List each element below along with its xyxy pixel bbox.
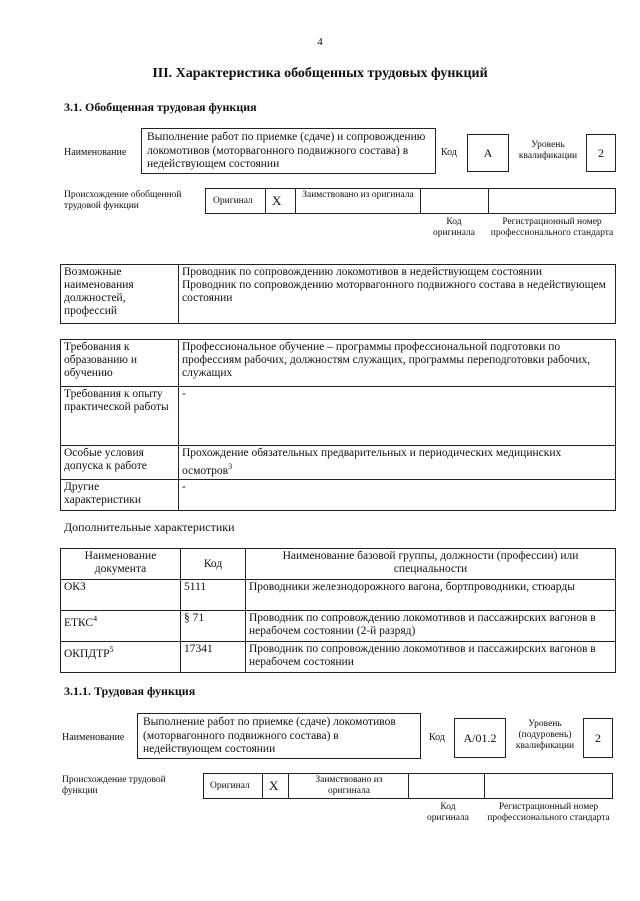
footnote-ref: 4 <box>93 614 98 623</box>
table-row <box>61 611 616 642</box>
tf-level-label: Уровень (подуровень) квалификации <box>515 719 575 751</box>
req-other-label: Другие характеристики <box>61 479 179 510</box>
extra-code: 5111 <box>181 580 246 611</box>
footnote-ref: 5 <box>109 645 114 654</box>
tf-code-original-label: Код оригинала <box>427 802 469 823</box>
extra-doc-text: ОКЗ <box>64 581 86 593</box>
gtf-origin-label: Происхождение обобщенной трудовой функции <box>64 190 182 211</box>
extra-table <box>60 548 616 673</box>
extra-doc <box>61 580 181 611</box>
positions-label: Возможные наименования должностей, профессий <box>61 265 179 324</box>
tf-level-value: 2 <box>583 718 613 758</box>
tf-borrowed-label: Заимствовано из оригинала <box>315 775 383 796</box>
page-number: 4 <box>317 36 323 48</box>
extra-doc <box>61 611 181 642</box>
positions-values <box>179 265 616 324</box>
req-special-value <box>179 446 616 480</box>
table-row <box>61 642 616 673</box>
extra-heading: Дополнительные характеристики <box>64 520 235 534</box>
req-education-value: Профессиональное обучение – программы профессиональной подготовки по профессиям рабочих, должностям служащих, программы переподготовки рабочих, служащих <box>179 340 616 387</box>
position-line: Проводник по сопровождению моторвагонного подвижного состава в недействующем состоянии <box>182 279 606 304</box>
tf-reg-number-label: Регистрационный номер профессионального стандарта <box>487 802 610 823</box>
tf-heading: 3.1.1. Трудовая функция <box>64 684 196 698</box>
footnote-ref: 3 <box>228 462 233 471</box>
tf-code-label: Код <box>429 732 445 743</box>
gtf-code-label: Код <box>441 147 457 158</box>
gtf-code-value: А <box>467 134 509 172</box>
extra-header-doc: Наименование документа <box>61 549 181 580</box>
gtf-borrowed-label: Заимствовано из оригинала <box>302 190 414 200</box>
extra-header-name: Наименование базовой группы, должности (профессии) или специальности <box>246 549 616 580</box>
extra-code: § 71 <box>181 611 246 642</box>
req-special-label: Особые условия допуска к работе <box>61 446 179 480</box>
requirements-table <box>60 339 616 511</box>
gtf-original-label: Оригинал <box>213 196 253 206</box>
gtf-original-mark: Х <box>272 193 282 208</box>
position-line: Проводник по сопровождению локомотивов в недействующем состоянии <box>182 266 543 278</box>
req-special-text: Прохождение обязательных предварительных и периодических медицинских осмотров <box>182 447 562 477</box>
extra-name: Проводник по сопровождению локомотивов и пассажирских вагонов в нерабочем состоянии <box>246 642 616 673</box>
tf-original-label: Оригинал <box>210 781 250 791</box>
gtf-level-label: Уровень квалификации <box>518 140 578 161</box>
extra-header-code: Код <box>181 549 246 580</box>
section-title: III. Характеристика обобщенных трудовых функций <box>152 66 488 81</box>
tf-code-value: А/01.2 <box>454 718 506 758</box>
extra-doc <box>61 642 181 673</box>
extra-name: Проводники железнодорожного вагона, бортпроводники, стюарды <box>246 580 616 611</box>
tf-origin-label: Происхождение трудовой функции <box>62 775 166 796</box>
extra-name: Проводник по сопровождению локомотивов и пассажирских вагонов в нерабочем состоянии (2-й разряд) <box>246 611 616 642</box>
table-row <box>61 580 616 611</box>
gtf-reg-number-label: Регистрационный номер профессионального стандарта <box>490 217 614 238</box>
gtf-name-label: Наименование <box>64 147 127 158</box>
req-experience-value: - <box>179 387 616 446</box>
req-other-value: - <box>179 479 616 510</box>
tf-name-label: Наименование <box>62 732 125 743</box>
tf-original-mark: Х <box>269 778 279 793</box>
positions-table <box>60 264 616 324</box>
extra-code: 17341 <box>181 642 246 673</box>
extra-doc-text: ОКПДТР <box>64 647 110 660</box>
req-education-label: Требования к образованию и обучению <box>61 340 179 387</box>
gtf-heading: 3.1. Обобщенная трудовая функция <box>64 100 257 114</box>
tf-name-value: Выполнение работ по приемке (сдаче) локомотивов (моторвагонного подвижного состава) в недействующем состоянии <box>137 713 421 759</box>
gtf-code-original-label: Код оригинала <box>433 217 475 238</box>
gtf-level-value: 2 <box>586 134 616 172</box>
gtf-name-value: Выполнение работ по приемке (сдаче) и сопровождению локомотивов (моторвагонного подвижного состава) в недействующем состоянии <box>141 128 436 174</box>
extra-doc-text: ЕТКС <box>64 616 94 629</box>
req-experience-label: Требования к опыту практической работы <box>61 387 179 446</box>
